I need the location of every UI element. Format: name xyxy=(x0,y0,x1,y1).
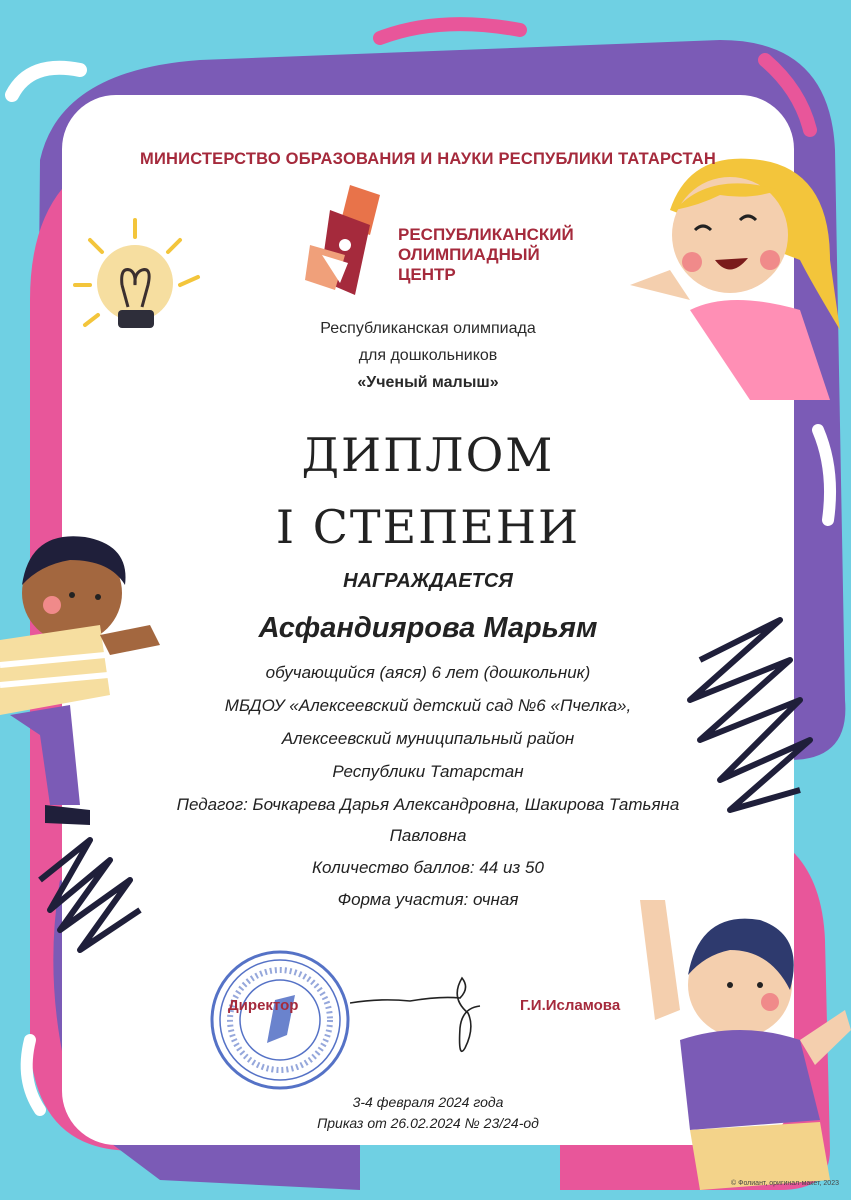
recipient-school: МБДОУ «Алексеевский детский сад №6 «Пчелка», xyxy=(224,696,632,715)
event-date: 3-4 февраля 2024 года xyxy=(352,1094,504,1110)
ministry-title: МИНИСТЕРСТВО ОБРАЗОВАНИЯ И НАУКИ РЕСПУБЛИКИ ТАТАРСТАН xyxy=(140,150,716,168)
recipient-district: Алексеевский муниципальный район xyxy=(281,729,575,748)
copyright-note: © Фолиант, оригинал-макет, 2023 xyxy=(731,1180,839,1187)
order-number: Приказ от 26.02.2024 № 23/24-од xyxy=(317,1115,539,1131)
olympiad-line1: Республиканская олимпиада xyxy=(320,320,536,337)
recipient-status: обучающийся (аяся) 6 лет (дошкольник) xyxy=(265,663,591,682)
director-signature xyxy=(350,968,510,1063)
diploma-degree: I СТЕПЕНИ xyxy=(275,500,581,554)
recipient-republic: Республики Татарстан xyxy=(332,762,524,781)
olympiad-center-logo xyxy=(300,185,392,300)
teacher-line-cont: Павловна xyxy=(389,826,467,845)
olympiad-center-name xyxy=(398,225,574,285)
center-name-line3: ЦЕНТР xyxy=(398,265,456,284)
center-name-line1: РЕСПУБЛИКАНСКИЙ xyxy=(398,225,574,244)
score-line: Количество баллов: 44 из 50 xyxy=(312,858,544,877)
recipient-name: Асфандиярова Марьям xyxy=(258,612,598,644)
director-role: Директор xyxy=(228,997,299,1014)
director-name: Г.И.Исламова xyxy=(520,997,621,1014)
boy-right-illustration xyxy=(620,890,851,1200)
center-name-line2: ОЛИМПИАДНЫЙ xyxy=(398,245,540,264)
diploma-title: ДИПЛОМ xyxy=(301,428,555,482)
olympiad-name: «Ученый малыш» xyxy=(357,374,499,391)
olympiad-line2: для дошкольников xyxy=(358,347,498,364)
participation-form: Форма участия: очная xyxy=(337,890,519,909)
teacher-line: Педагог: Бочкарева Дарья Александровна, Шакирова Татьяна xyxy=(176,795,680,814)
awarded-label: НАГРАЖДАЕТСЯ xyxy=(343,570,513,592)
